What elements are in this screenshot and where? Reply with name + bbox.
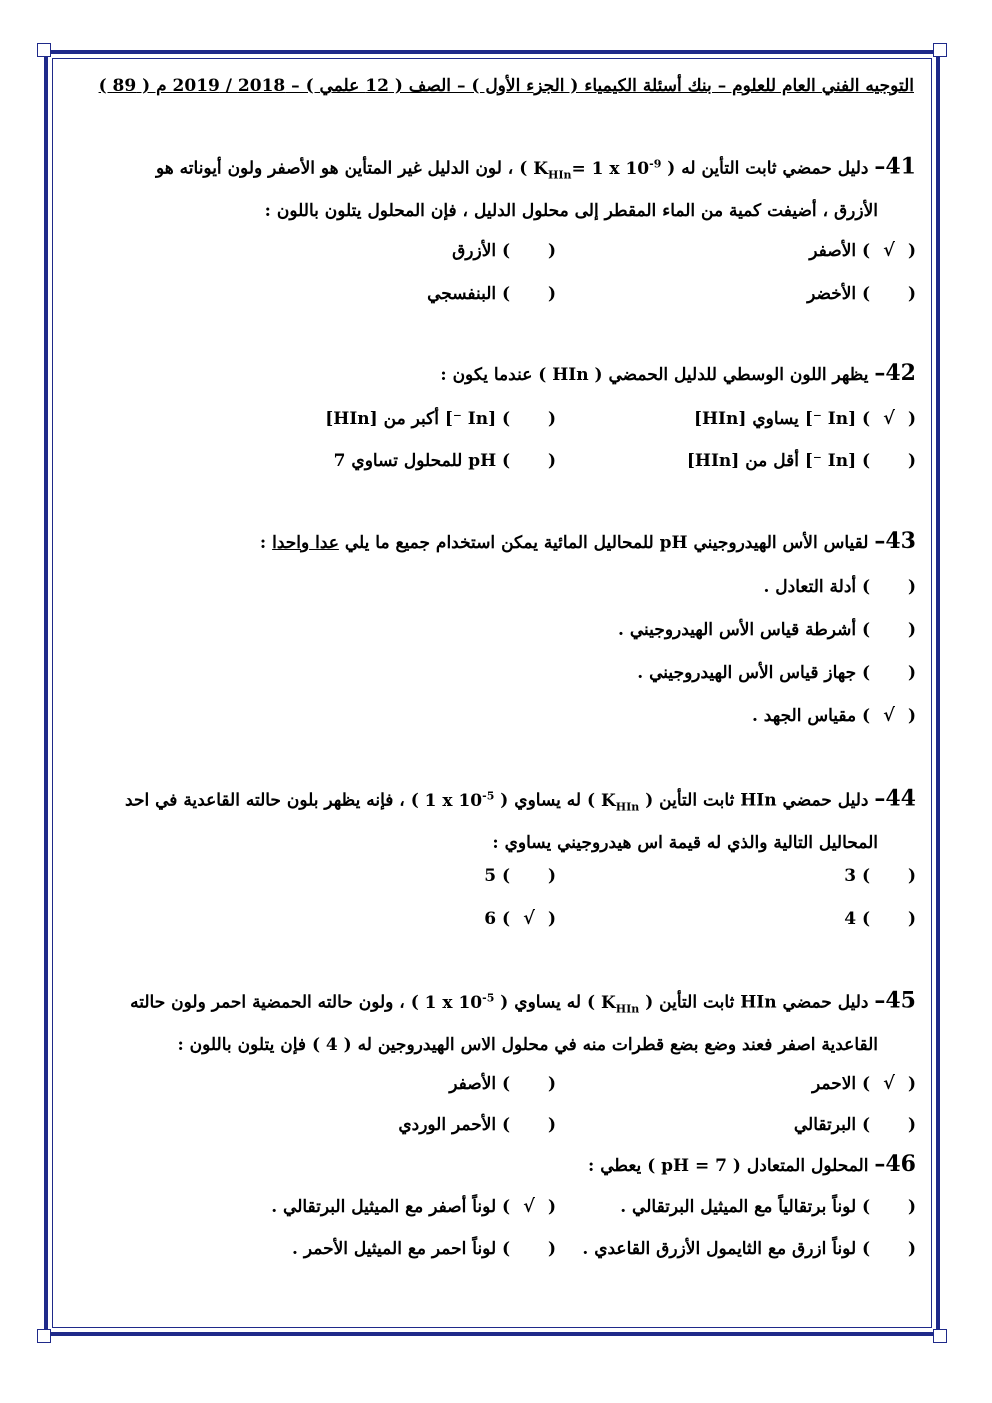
question-number: 42–	[874, 360, 916, 386]
question-46	[62, 1146, 916, 1184]
question-number: 44–	[874, 785, 916, 812]
check-mark-icon: √	[523, 1196, 535, 1217]
options-row	[68, 1190, 916, 1224]
option-a[interactable]: ( √ ) [In ⁻] يساوي [HIn]	[694, 402, 916, 436]
option-c[interactable]: ( ) جهاز قياس الأس الهيدروجيني .	[637, 663, 916, 683]
question-text-line2: القاعدية اصفر فعند وضع بضع قطرات منه في محلول الاس الهيدروجين له ( 4 ) فإن يتلون باللون :	[177, 1035, 878, 1056]
question-text-line2: الأزرق ، أضيفت كمية من الماء المقطر إلى محلول الدليل ، فإن المحلول يتلون باللون :	[264, 201, 878, 222]
border-corner	[933, 43, 947, 57]
question-number: 46–	[874, 1151, 916, 1177]
question-text: دليل حمضي ثابت التأين له (	[667, 158, 869, 179]
options-row	[68, 444, 916, 478]
border-corner	[933, 1329, 947, 1343]
options-row	[68, 1232, 916, 1266]
option-b[interactable]: ( ) أشرطة قياس الأس الهيدروجيني .	[618, 620, 916, 640]
question-number: 41–	[874, 153, 916, 180]
check-mark-icon: √	[883, 1073, 895, 1094]
question-41	[62, 146, 916, 229]
options-row	[68, 234, 916, 268]
check-mark-icon: √	[883, 240, 895, 261]
options-row	[68, 1067, 916, 1101]
formula: $K_{HIn}= 1$ x $10^{-9}$	[533, 157, 662, 182]
option-c[interactable]: ( ) لوناً ازرق مع الثايمول الأزرق القاعدي .	[582, 1239, 916, 1259]
question-text: دليل حمضي HIn ثابت التأين (	[645, 790, 869, 811]
option-c[interactable]: ( ) [In ⁻] أقل من [HIn]	[686, 451, 916, 471]
page-content	[58, 62, 926, 1322]
option-d[interactable]: ( √ ) 6	[484, 902, 556, 936]
option-a[interactable]: ( ) لوناً برتقالياً مع الميثيل البرتقالي .	[620, 1197, 916, 1217]
page-header: التوجيه الفني العام للعلوم – بنك أسئلة الكيمياء ( الجزء الأول ) – الصف ( 12 علمي ) – 2018 / 2019 م ( 89 )	[98, 76, 914, 96]
option-c[interactable]: ( ) الأخضر	[807, 284, 916, 304]
check-mark-icon: √	[883, 705, 895, 726]
question-number: 45–	[874, 987, 916, 1014]
options-row	[68, 859, 916, 893]
formula-value: 1 x $10^{-5}$	[424, 991, 495, 1013]
option-d[interactable]: ( ) لوناً احمر مع الميثيل الأحمر .	[292, 1239, 556, 1259]
question-45: 45– دليل حمضي HIn ثابت التأين ( $K_{HIn}$ ) له يساوي ( 1 x $10^{-5}$ ) ، ولون حالته الحمضية احمر ولون حالته القاعدية اصفر فعند وضع بضع قطرات منه في محلول الاس الهيدروجين له ( 4 ) فإن يتلون باللون :	[62, 980, 916, 1063]
check-mark-icon: √	[883, 408, 895, 429]
question-44: 44– دليل حمضي HIn ثابت التأين ( $K_{HIn}$ ) له يساوي ( 1 x $10^{-5}$ ) ، فإنه يظهر بلون حالته القاعدية في احد المحاليل التالية والذي له قيمة اس هيدروجيني يساوي :	[62, 778, 916, 861]
border-corner	[37, 43, 51, 57]
formula: $K_{HIn}$	[600, 992, 640, 1016]
options-row	[68, 902, 916, 936]
question-text: ) ، لون الدليل غير المتأين هو الأصفر ولون أيوناته هو	[156, 158, 528, 179]
question-42	[62, 355, 916, 393]
option-b[interactable]: ( ) 5	[484, 866, 556, 886]
option-d[interactable]: ( ) الأحمر الوردي	[398, 1115, 556, 1135]
formula: $K_{HIn}$	[600, 790, 640, 814]
question-text: لقياس الأس الهيدروجيني pH للمحاليل المائية يمكن استخدام جميع ما يلي	[344, 533, 869, 553]
check-mark-icon: √	[523, 908, 535, 929]
option-a[interactable]: ( ) أدلة التعادل .	[763, 577, 916, 597]
option-a[interactable]: ( √ ) الاحمر	[812, 1067, 916, 1101]
option-d[interactable]: ( √ ) مقياس الجهد .	[68, 699, 916, 733]
option-b[interactable]: ( ) الأصفر	[449, 1074, 556, 1094]
option-d[interactable]: ( ) البنفسجي	[427, 284, 556, 304]
option-b[interactable]: ( ) الأزرق	[452, 241, 556, 261]
question-text: دليل حمضي HIn ثابت التأين (	[645, 992, 869, 1013]
question-text: المحلول المتعادل ( pH = 7 ) يعطي :	[588, 1156, 869, 1176]
options-row	[68, 277, 916, 311]
option-d[interactable]: ( ) pH للمحلول تساوي 7	[333, 451, 556, 471]
options-row	[68, 402, 916, 436]
question-text-underlined: عدا واحدا	[272, 533, 339, 553]
option-a[interactable]: ( √ ) الأصفر	[809, 234, 916, 268]
option-c[interactable]: ( ) البرتقالي	[793, 1115, 916, 1135]
option-c[interactable]: ( ) 4	[844, 909, 916, 929]
question-number: 43–	[874, 528, 916, 554]
question-text: يظهر اللون الوسطي للدليل الحمضي ( HIn ) عندما يكون :	[440, 365, 869, 385]
border-corner	[37, 1329, 51, 1343]
question-43: 43– لقياس الأس الهيدروجيني pH للمحاليل المائية يمكن استخدام جميع ما يلي عدا واحدا :	[259, 528, 916, 554]
formula-value: 1 x $10^{-5}$	[424, 789, 495, 811]
options-row	[68, 1108, 916, 1142]
option-b[interactable]: ( ) [In ⁻] أكبر من [HIn]	[325, 409, 556, 429]
question-text-line2: المحاليل التالية والذي له قيمة اس هيدروجيني يساوي :	[492, 833, 878, 854]
option-b[interactable]: ( √ ) لوناً أصفر مع الميثيل البرتقالي .	[271, 1190, 556, 1224]
option-a[interactable]: ( ) 3	[844, 866, 916, 886]
